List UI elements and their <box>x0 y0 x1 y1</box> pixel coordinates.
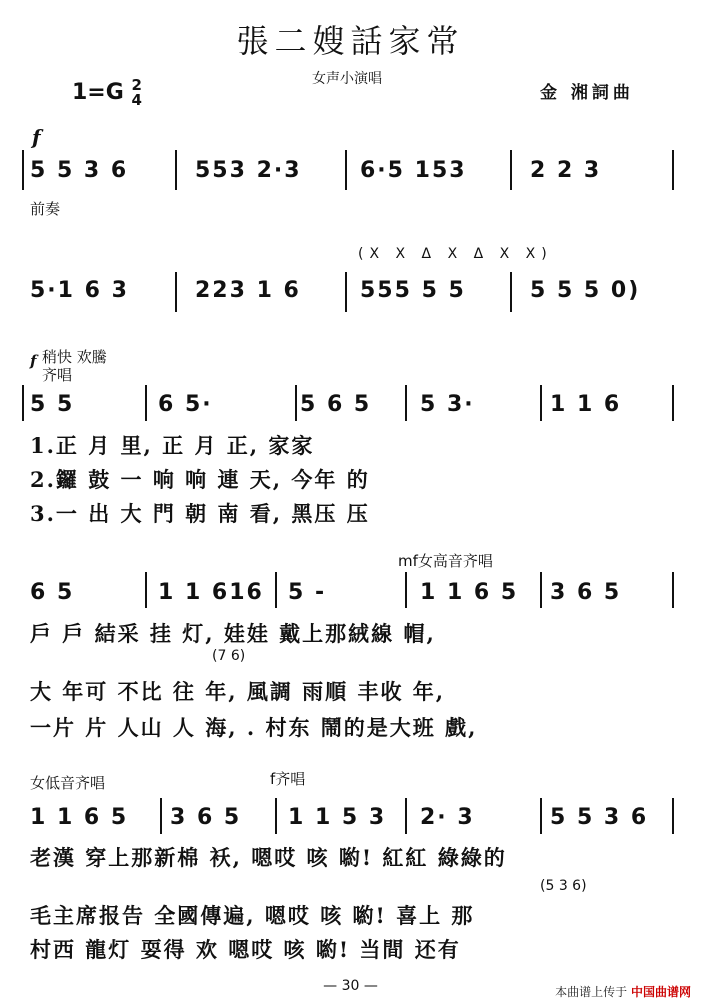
watermark-brand: 中国曲谱网 <box>630 985 691 999</box>
barline <box>672 572 674 608</box>
tempo-marking: 稍快 欢騰 <box>42 348 107 366</box>
barline <box>175 272 177 312</box>
measure-notes: 5 3· <box>420 392 475 417</box>
time-signature <box>131 78 141 108</box>
subtitle: 女声小演唱 <box>312 71 382 87</box>
barline <box>275 798 277 834</box>
alternate-notes: (7 6) <box>212 648 246 664</box>
lyric-line: 1.正 月 里, 正 月 正, 家家 <box>30 433 315 458</box>
lyric-line: 毛主席报告 全國傳遍, 嗯哎 咳 喲! 喜上 那 <box>30 903 475 928</box>
lyric-line: 大 年可 不比 往 年, 風調 雨順 丰收 年, <box>30 679 446 704</box>
page-title: 張二嫂話家常 <box>236 22 465 60</box>
barline <box>22 385 24 421</box>
dynamic-marking: f <box>32 125 41 149</box>
barline <box>510 272 512 312</box>
measure-notes: 5 - <box>288 580 327 605</box>
barline <box>175 150 177 190</box>
voice-marking: 齐唱 <box>42 366 73 384</box>
lyric-line: 一片 片 人山 人 海, . 村东 鬧的是大班 戲, <box>30 715 478 740</box>
barline <box>510 150 512 190</box>
dynamic-marking: f <box>30 352 37 370</box>
measure-notes: 1 1 6 5 <box>420 580 519 605</box>
measure-notes: 6 5 <box>30 580 75 605</box>
watermark <box>555 983 691 1000</box>
barline <box>405 572 407 608</box>
measure-notes: 1 1 6 <box>550 392 622 417</box>
barline <box>295 385 297 421</box>
barline <box>345 150 347 190</box>
barline <box>672 385 674 421</box>
lyric-line: 村西 龍灯 耍得 欢 嗯哎 咳 喲! 当間 还有 <box>30 937 461 962</box>
barline <box>160 798 162 834</box>
barline <box>275 572 277 608</box>
barline <box>145 572 147 608</box>
barline <box>145 385 147 421</box>
measure-notes: 5 6 5 <box>300 392 372 417</box>
lyric-line: 2.鑼 鼓 一 响 响 連 天, 今年 的 <box>30 467 370 492</box>
measure-notes: 1 1 616 <box>158 580 264 605</box>
barline <box>672 798 674 834</box>
percussion-line: (X X Δ X Δ X X) <box>358 246 553 262</box>
barline <box>405 798 407 834</box>
voice-marking: f齐唱 <box>270 770 306 788</box>
measure-notes: 5·1 6 3 <box>30 278 129 303</box>
credit: 金 湘詞曲 <box>540 83 634 103</box>
barline <box>540 385 542 421</box>
measure-notes: 5 5 <box>30 392 75 417</box>
voice-marking: 女低音齐唱 <box>30 774 106 792</box>
time-denominator: 4 <box>131 91 142 109</box>
lyric-line: 老漢 穿上那新棉 袄, 嗯哎 咳 喲! 紅紅 綠綠的 <box>30 845 507 870</box>
measure-notes: 553 2·3 <box>195 158 302 183</box>
barline <box>405 385 407 421</box>
time-numerator: 2 <box>131 76 142 94</box>
measure-notes: 5 5 3 6 <box>550 805 649 830</box>
page-number: — 30 — <box>323 978 378 994</box>
measure-notes: 2· 3 <box>420 805 475 830</box>
measure-notes: 6·5 153 <box>360 158 467 183</box>
watermark-text: 本曲谱上传于 <box>555 985 628 999</box>
measure-notes: 5 5 5 0) <box>530 278 641 303</box>
measure-notes: 1 1 5 3 <box>288 805 387 830</box>
barline <box>22 150 24 190</box>
measure-notes: 3 6 5 <box>550 580 622 605</box>
barline <box>540 798 542 834</box>
voice-marking: mf女高音齐唱 <box>398 552 493 570</box>
measure-notes: 5 5 3 6 <box>30 158 129 183</box>
measure-notes: 1 1 6 5 <box>30 805 129 830</box>
barline <box>345 272 347 312</box>
measure-notes: 6 5· <box>158 392 213 417</box>
measure-notes: 3 6 5 <box>170 805 242 830</box>
alternate-notes: (5 3 6) <box>540 878 587 894</box>
measure-notes: 223 1 6 <box>195 278 301 303</box>
measure-notes: 555 5 5 <box>360 278 466 303</box>
key-label: 1=G <box>72 80 124 105</box>
key-signature <box>72 78 142 108</box>
section-label: 前奏 <box>30 200 61 218</box>
measure-notes: 2 2 3 <box>530 158 602 183</box>
lyric-line: 戶 戶 結采 挂 灯, 娃娃 戴上那絨線 帽, <box>30 621 436 646</box>
barline <box>672 150 674 190</box>
lyric-line: 3.一 出 大 門 朝 南 看, 黑压 压 <box>30 501 370 526</box>
barline <box>540 572 542 608</box>
